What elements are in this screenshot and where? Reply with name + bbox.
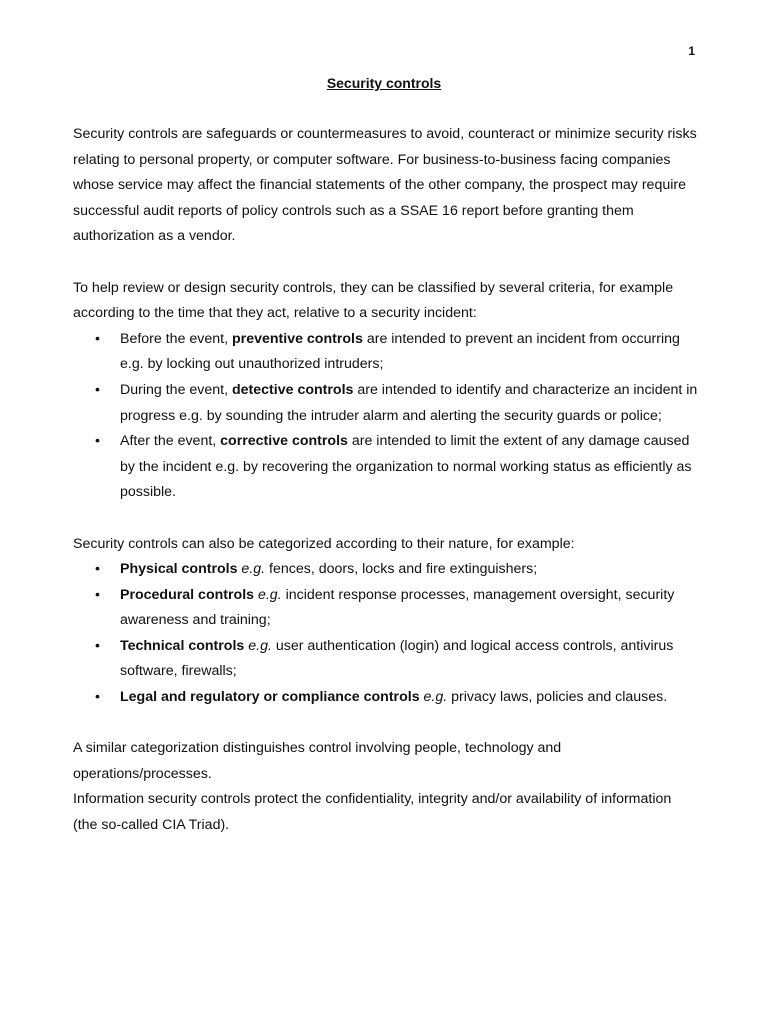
- item-description: fences, doors, locks and fire extinguishers;: [265, 561, 538, 578]
- item-description: incident response processes, management oversight, security awareness and training;: [120, 586, 675, 629]
- closing-paragraph-cia-triad: Information security controls protect the confidentiality, integrity and/or availability of information (the so-called CIA Triad).: [73, 791, 672, 834]
- term-preventive-controls: preventive controls: [232, 330, 363, 347]
- time-controls-list: [73, 327, 698, 506]
- term-physical-controls: Physical controls: [120, 561, 238, 578]
- list-item-technical: [73, 634, 698, 685]
- bullet-icon: •: [95, 381, 100, 398]
- bullet-icon: •: [95, 586, 100, 603]
- list-item-preventive: [73, 327, 698, 378]
- nature-classification-lead: Security controls can also be categorized according to their nature, for example:: [73, 535, 575, 552]
- bullet-icon: •: [95, 637, 100, 654]
- time-classification-lead: To help review or design security controls, they can be classified by several criteria, for example according to the time that they act, relative to a security incident:: [73, 279, 674, 322]
- item-prefix: Before the event,: [120, 330, 232, 347]
- list-item-procedural: [73, 583, 698, 634]
- eg-abbreviation: e.g.: [244, 637, 272, 654]
- term-procedural-controls: Procedural controls: [120, 586, 255, 603]
- document-title: Security controls: [326, 75, 442, 91]
- term-legal-controls: Legal and regulatory or compliance controls: [120, 689, 420, 706]
- list-item-physical: [73, 557, 698, 583]
- term-detective-controls: detective controls: [232, 381, 354, 398]
- bullet-icon: •: [95, 330, 100, 347]
- item-description: are intended to identify and characterize an incident in progress e.g. by sounding the intruder alarm and alerting the security guards or police;: [120, 381, 698, 424]
- paragraph-spacer: [73, 711, 698, 737]
- list-item-detective: [73, 378, 698, 429]
- item-description: are intended to limit the extent of any damage caused by the incident e.g. by recovering the organization to normal working status as efficiently as possible.: [120, 433, 692, 501]
- item-prefix: After the event,: [120, 433, 221, 450]
- page-number: 1: [688, 44, 695, 58]
- item-description: are intended to prevent an incident from occurring e.g. by locking out unauthorized intruders;: [120, 330, 680, 373]
- bullet-icon: •: [95, 689, 100, 706]
- bullet-icon: •: [95, 561, 100, 578]
- item-description: privacy laws, policies and clauses.: [447, 689, 668, 706]
- item-prefix: During the event,: [120, 381, 232, 398]
- bullet-icon: •: [95, 433, 100, 450]
- paragraph-spacer: [73, 250, 698, 276]
- eg-abbreviation: e.g.: [237, 561, 266, 578]
- intro-paragraph: Security controls are safeguards or countermeasures to avoid, counteract or minimize security risks relating to personal property, or computer software. For business-to-business facing companies whose service may affect the financial statements of the other company, the prospect may require successful audit reports of policy controls such as a SSAE 16 report before granting them authorization as a vendor.: [73, 126, 697, 245]
- list-item-corrective: [73, 429, 698, 506]
- term-technical-controls: Technical controls: [120, 637, 245, 654]
- item-description: user authentication (login) and logical access controls, antivirus software, firewalls;: [120, 637, 674, 680]
- term-corrective-controls: corrective controls: [220, 433, 348, 450]
- nature-controls-list: [73, 557, 698, 711]
- closing-paragraph-categorization: A similar categorization distinguishes control involving people, technology and operations/processes.: [73, 740, 562, 782]
- eg-abbreviation: e.g.: [254, 586, 282, 603]
- paragraph-spacer: [73, 506, 698, 532]
- document-body: [73, 122, 698, 839]
- eg-abbreviation: e.g.: [419, 689, 448, 706]
- list-item-legal: [73, 685, 698, 711]
